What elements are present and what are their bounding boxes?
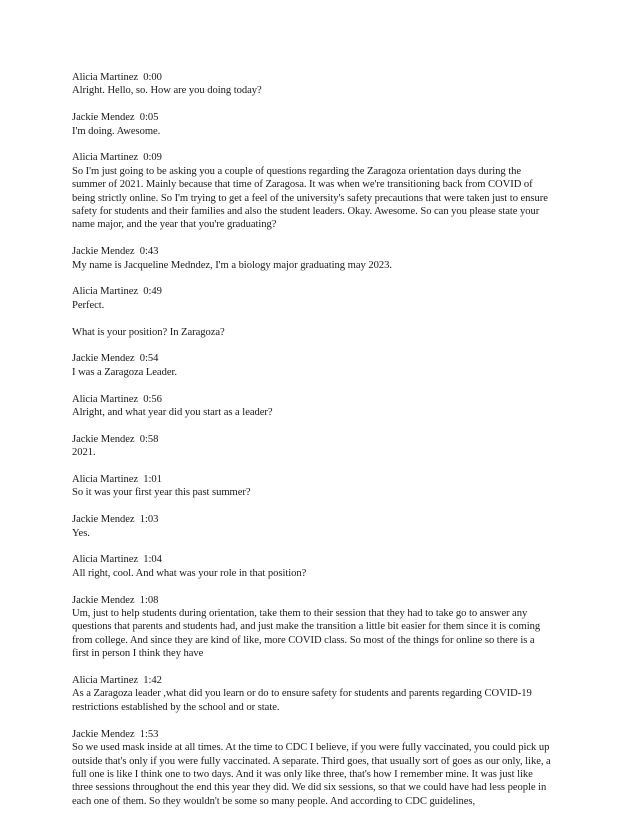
transcript-entry [72,553,552,580]
speaker-line [72,393,552,406]
utterance [72,299,552,339]
utterance-paragraph: Yes. [72,527,90,539]
speaker-line [72,352,552,365]
speaker-line [72,71,552,84]
transcript-entry [72,245,552,272]
speaker-name: Alicia Martinez [72,474,139,486]
utterance [72,687,552,714]
utterance-paragraph: Um, just to help students during orientation, take them to their session that they had to take go to answer any questions that parents and students had, and just make the transition a little bit easier for them since it is coming from college. And since they are kind of like, more COVID class. So most of the things for online so there is a first in person I think they have [72,608,541,660]
timestamp: 0:49 [143,286,162,298]
speaker-name: Alicia Martinez [72,72,139,83]
speaker-line [72,151,552,164]
utterance-paragraph: So it was your first year this past summer? [72,487,251,499]
timestamp: 0:00 [143,72,162,83]
utterance [72,259,552,272]
utterance-paragraph: I'm doing. Awesome. [72,125,161,137]
speaker-line [72,285,552,298]
utterance-paragraph: Alright, and what year did you start as a leader? [72,407,273,419]
speaker-name: Alicia Martinez [72,675,139,687]
timestamp: 1:03 [139,514,159,526]
timestamp: 1:01 [143,474,162,486]
timestamp: 0:58 [139,433,159,445]
transcript-entry [72,674,552,714]
utterance-paragraph: 2021. [72,447,96,459]
utterance-paragraph: I was a Zaragoza Leader. [72,366,177,378]
speaker-name: Jackie Mendez [72,112,135,124]
speaker-name: Jackie Mendez [72,514,135,526]
timestamp: 0:09 [143,152,162,164]
utterance-paragraph: Alright. Hello, so. How are you doing today? [72,85,262,97]
timestamp: 0:56 [143,393,162,405]
timestamp: 1:53 [139,728,159,740]
utterance-paragraph: As a Zaragoza leader ,what did you learn or do to ensure safety for students and parents regarding COVID-19 restrictions established by the school and or state. [72,688,532,713]
transcript-entry [72,393,552,420]
timestamp: 1:04 [143,554,162,566]
speaker-name: Jackie Mendez [72,433,135,445]
speaker-name: Alicia Martinez [72,393,139,405]
timestamp: 0:54 [139,353,159,365]
speaker-name: Jackie Mendez [72,594,135,606]
transcript-entry [72,71,552,98]
transcript-entry [72,513,552,540]
utterance-paragraph: All right, cool. And what was your role in that position? [72,567,307,579]
utterance [72,486,552,499]
timestamp: 1:08 [139,594,159,606]
utterance [72,567,552,580]
timestamp: 0:43 [139,246,159,258]
transcript-entry [72,151,552,231]
utterance-paragraph: My name is Jacqueline Medndez, I'm a biology major graduating may 2023. [72,259,392,271]
utterance [72,165,552,232]
utterance-paragraph: So we used mask inside at all times. At the time to CDC I believe, if you were fully vaccinated, you could pick up outside that's only if you were fully vaccinated. A separate. Third goes, that usually sort of goes as our only, like, a full one is like I think one to two days. And it was only like three, that's how I remember mine. It was just like three sessions throughout the end this year they did. We did six sessions, so that we could have had less people in each one of them. So they wouldn't be some so many people. And according to CDC guidelines, [72,742,551,807]
speaker-name: Jackie Mendez [72,246,135,258]
utterance [72,84,552,97]
transcript-entry [72,728,552,808]
speaker-name: Alicia Martinez [72,554,139,566]
speaker-name: Alicia Martinez [72,286,139,298]
speaker-line [72,553,552,566]
transcript-page [72,71,552,822]
transcript-entry [72,285,552,339]
transcript-entry [72,111,552,138]
speaker-line [72,111,552,124]
speaker-line [72,473,552,486]
utterance-paragraph: So I'm just going to be asking you a couple of questions regarding the Zaragoza orientation days during the summer of 2021. Mainly because that time of Zaragosa. It was when we're transitioning back from COVID of being strictly online. So I'm trying to get a feel of the university's safety precautions that were taken just to ensure safety for students and their families and also the student leaders. Okay. Awesome. So can you please state your name major, and the year that you're graduating? [72,165,548,231]
timestamp: 0:05 [139,112,159,124]
utterance [72,125,552,138]
utterance-paragraph: What is your position? In Zaragoza? [72,326,225,338]
speaker-line [72,513,552,526]
utterance [72,366,552,379]
transcript-entry [72,433,552,460]
speaker-line [72,594,552,607]
timestamp: 1:42 [143,675,162,687]
speaker-line [72,245,552,258]
speaker-line [72,433,552,446]
utterance [72,741,552,808]
utterance [72,446,552,459]
utterance [72,406,552,419]
utterance-paragraph: Perfect. [72,299,105,311]
speaker-line [72,728,552,741]
utterance [72,607,552,661]
speaker-name: Jackie Mendez [72,353,135,365]
transcript-entry [72,594,552,661]
speaker-name: Jackie Mendez [72,728,135,740]
transcript-entry [72,473,552,500]
utterance [72,527,552,540]
speaker-line [72,674,552,687]
speaker-name: Alicia Martinez [72,152,139,164]
transcript-entry [72,352,552,379]
